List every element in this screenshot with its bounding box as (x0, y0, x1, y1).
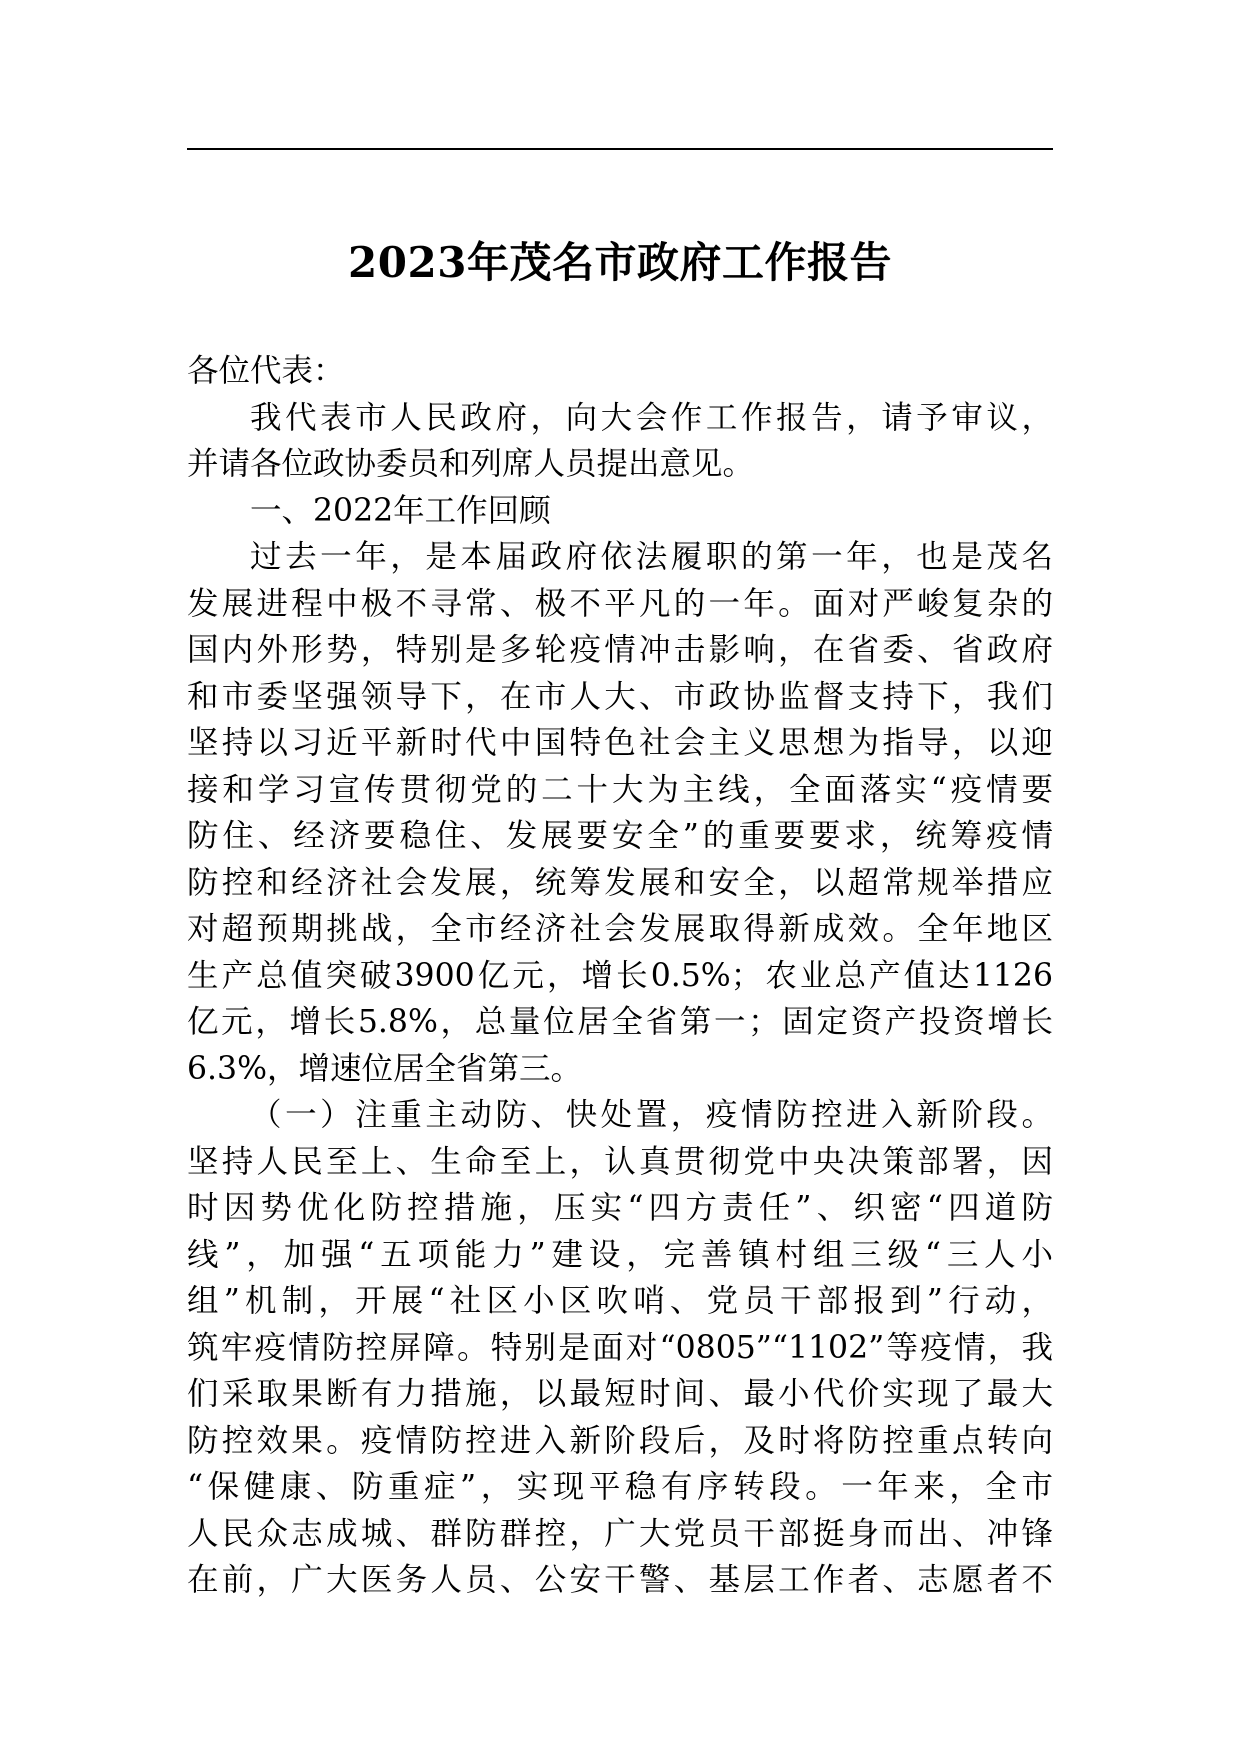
text-line: 线”，加强“五项能力”建设，完善镇村组三级“三人小 (187, 1236, 1053, 1273)
text-line: 时因势优化防控措施，压实“四方责任”、织密“四道防 (187, 1190, 1053, 1226)
text-line: 筑牢疫情防控屏障。特别是面对“0805”“1102”等疫情，我 (187, 1329, 1053, 1366)
text-line: 并请各位政协委员和列席人员提出意见。 (187, 446, 755, 482)
text-line: 发展进程中极不寻常、极不平凡的一年。面对严峻复杂的 (187, 585, 1053, 622)
text-line: 防控和经济社会发展，统筹发展和安全，以超常规举措应 (187, 864, 1053, 901)
text-line: 坚持人民至上、生命至上，认真贯彻党中央决策部署，因 (187, 1143, 1053, 1180)
text-line: 我代表市人民政府，向大会作工作报告，请予审议， (250, 399, 1053, 436)
section-heading: 一、2022年工作回顾 (250, 492, 551, 529)
report-title: 2023年茂名市政府工作报告 (348, 238, 892, 287)
text-line: 在前，广大医务人员、公安干警、基层工作者、志愿者不 (187, 1562, 1053, 1598)
text-line: 对超预期挑战，全市经济社会发展取得新成效。全年地区 (187, 911, 1053, 947)
review-paragraph (187, 534, 1053, 1092)
text-line: 生产总值突破3900亿元，增长0.5%；农业总产值达1126 (187, 957, 1053, 994)
subsection-paragraph (187, 1092, 1053, 1604)
text-line: 过去一年，是本届政府依法履职的第一年，也是茂名 (250, 539, 1053, 575)
salutation: 各位代表： (187, 353, 345, 389)
report-body (187, 348, 1053, 1604)
intro-paragraph (187, 395, 1053, 488)
text-line: 6.3%，增速位居全省第三。 (187, 1050, 583, 1087)
text-line: 防住、经济要稳住、发展要安全”的重要要求，统筹疫情 (187, 818, 1053, 854)
text-line: 接和学习宣传贯彻党的二十大为主线，全面落实“疫情要 (187, 771, 1053, 808)
text-line: 国内外形势，特别是多轮疫情冲击影响，在省委、省政府 (187, 632, 1053, 668)
text-line: 组”机制，开展“社区小区吹哨、党员干部报到”行动， (187, 1283, 1053, 1319)
text-line: 坚持以习近平新时代中国特色社会主义思想为指导，以迎 (187, 725, 1053, 761)
text-line: 和市委坚强领导下，在市人大、市政协监督支持下，我们 (187, 678, 1053, 715)
text-line: 人民众志成城、群防群控，广大党员干部挺身而出、冲锋 (187, 1515, 1053, 1552)
text-line: 防控效果。疫情防控进入新阶段后，及时将防控重点转向 (187, 1422, 1053, 1459)
text-line: “保健康、防重症”，实现平稳有序转段。一年来，全市 (187, 1469, 1053, 1505)
text-line: 亿元，增长5.8%，总量位居全省第一；固定资产投资增长 (187, 1004, 1053, 1040)
header-rule (187, 148, 1053, 150)
subsection-heading-line: （一）注重主动防、快处置，疫情防控进入新阶段。 (250, 1097, 1053, 1133)
text-line: 们采取果断有力措施，以最短时间、最小代价实现了最大 (187, 1376, 1053, 1412)
